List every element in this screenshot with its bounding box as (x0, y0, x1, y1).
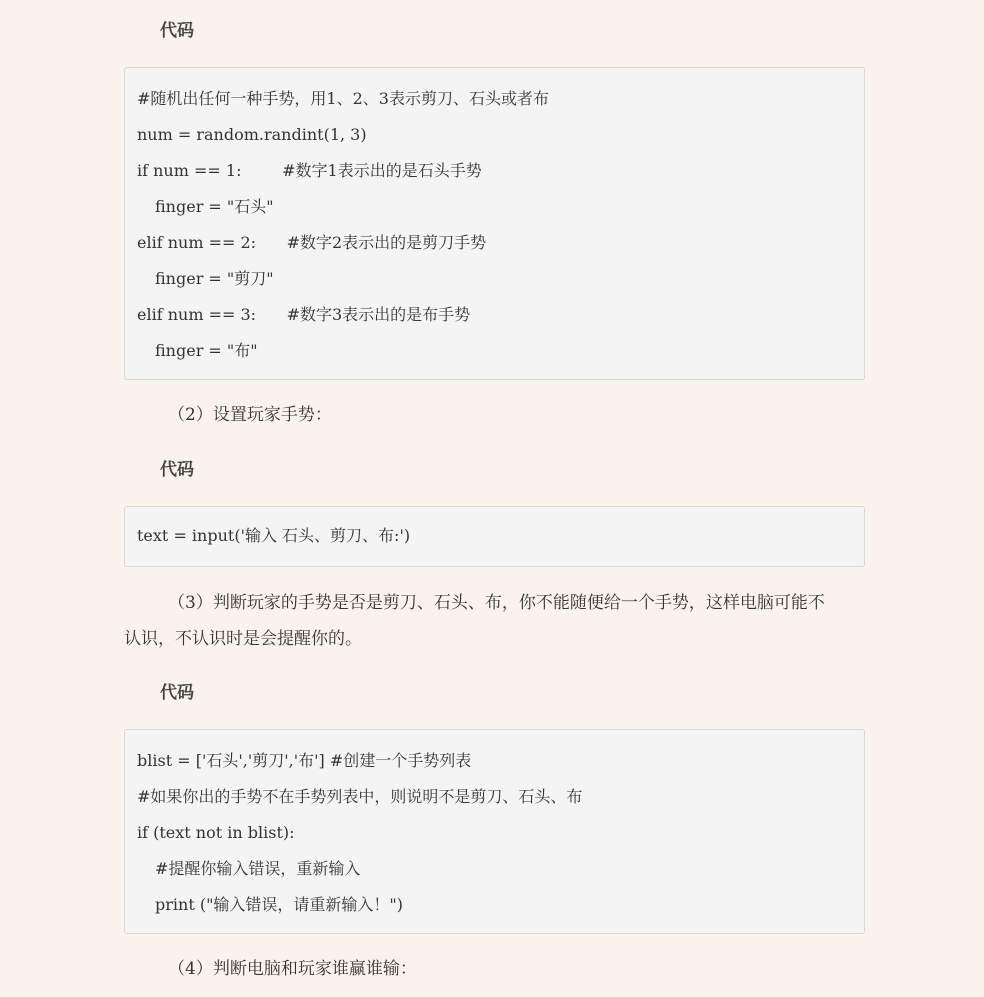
code-line: print ("输入错误，请重新输入！") (155, 895, 404, 914)
code-line: finger = "布" (155, 341, 258, 360)
code-line: #提醒你输入错误，重新输入 (155, 859, 361, 878)
code-block-computer-gesture (124, 67, 865, 380)
paragraph-line: （3）判断玩家的手势是否是剪刀、石头、布，你不能随便给一个手势，这样电脑可能不 (168, 593, 825, 613)
code-line: elif num == 3: #数字3表示出的是布手势 (137, 305, 471, 324)
code-line: num = random.randint(1, 3) (137, 125, 367, 144)
step-paragraph: （4）判断电脑和玩家谁赢谁输： (168, 959, 417, 979)
code-line: if (text not in blist): (137, 823, 295, 842)
code-line: finger = "石头" (155, 197, 274, 216)
paragraph-line: 认识，不认识时是会提醒你的。 (124, 629, 362, 649)
code-line: finger = "剪刀" (155, 269, 274, 288)
code-block-validate-gesture (124, 729, 865, 934)
step-paragraph (124, 585, 868, 657)
code-line: elif num == 2: #数字2表示出的是剪刀手势 (137, 233, 487, 252)
code-line: #随机出任何一种手势，用1、2、3表示剪刀、石头或者布 (137, 89, 549, 108)
code-line: text = input('输入 石头、剪刀、布:') (137, 526, 411, 545)
code-block-player-input (124, 506, 865, 567)
code-heading: 代码 (160, 460, 194, 480)
code-heading: 代码 (160, 683, 194, 703)
code-heading: 代码 (160, 21, 194, 41)
code-line: blist = ['石头','剪刀','布'] #创建一个手势列表 (137, 751, 472, 770)
code-line: #如果你出的手势不在手势列表中，则说明不是剪刀、石头、布 (137, 787, 583, 806)
step-paragraph: （2）设置玩家手势： (168, 405, 332, 425)
code-line: if num == 1: #数字1表示出的是石头手势 (137, 161, 482, 180)
